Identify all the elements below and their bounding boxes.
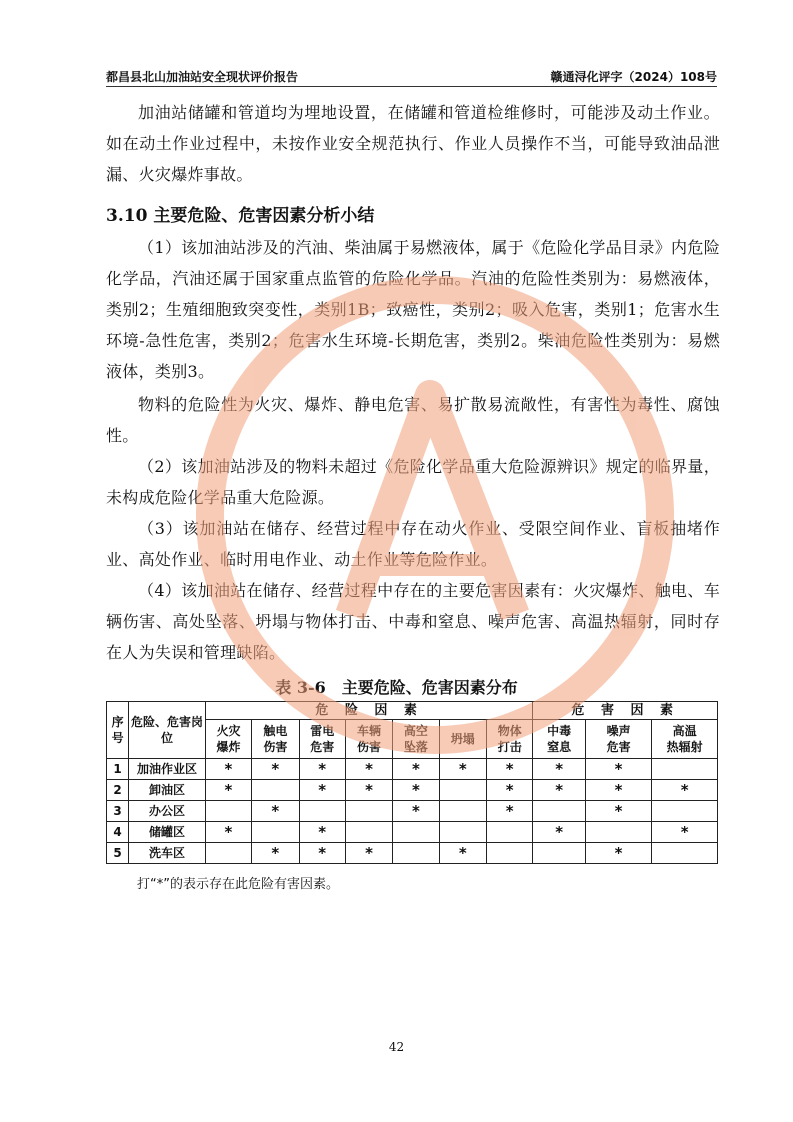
- header-factor: 坍塌: [439, 720, 486, 759]
- row-number: 5: [107, 843, 129, 864]
- hazard-mark: *: [345, 843, 392, 864]
- row-post: 加油作业区: [129, 759, 206, 780]
- hazard-mark: *: [533, 780, 585, 801]
- page-number: 42: [388, 1040, 405, 1054]
- hazard-mark: *: [299, 780, 345, 801]
- summary-item-2: （2）该加油站涉及的物料未超过《危险化学品重大危险源辨识》规定的临界量，未构成危险化学品重大危险源。: [106, 457, 720, 507]
- hazard-mark: [652, 759, 718, 780]
- hazard-mark: [439, 780, 486, 801]
- row-post: 卸油区: [129, 780, 206, 801]
- hazard-mark: [652, 843, 718, 864]
- table-row: [107, 780, 718, 801]
- hazard-mark: [486, 822, 532, 843]
- summary-item-4: （4）该加油站在储存、经营过程中存在的主要危害因素有：火灾爆炸、触电、车辆伤害、高处坠落、坍塌与物体打击、中毒和窒息、噪声危害、高温热辐射，同时存在人为失误和管理缺陷。: [106, 581, 720, 662]
- header-factor: 火灾 爆炸: [205, 720, 251, 759]
- hazard-mark: [345, 822, 392, 843]
- header-factor: 中毒 窒息: [533, 720, 585, 759]
- section-heading: 3.10 主要危险、危害因素分析小结: [106, 206, 375, 226]
- paragraph-excavation: 加油站储罐和管道均为埋地设置，在储罐和管道检维修时，可能涉及动土作业。如在动土作业过程中，未按作业安全规范执行、作业人员操作不当，可能导致油品泄漏、火灾爆炸事故。: [106, 103, 720, 184]
- hazard-mark: [299, 801, 345, 822]
- header-no: 序号: [107, 702, 129, 759]
- hazard-mark: *: [299, 843, 345, 864]
- report-title: 都昌县北山加油站安全现状评价报告: [106, 70, 299, 84]
- hazard-mark: *: [205, 780, 251, 801]
- header-danger-group: 危 险 因 素: [205, 702, 533, 720]
- hazard-mark: [393, 822, 439, 843]
- hazard-mark: *: [585, 843, 652, 864]
- header-factor: 高空 坠落: [393, 720, 439, 759]
- report-number: 赣通浔化评字（2024）108号: [550, 70, 717, 84]
- table-row: [107, 843, 718, 864]
- hazard-mark: *: [585, 801, 652, 822]
- hazard-mark: [252, 822, 299, 843]
- header-post: 危险、危害岗位: [129, 702, 206, 759]
- hazard-mark: [345, 801, 392, 822]
- hazard-mark: *: [533, 759, 585, 780]
- hazard-mark: [205, 843, 251, 864]
- hazard-mark: [393, 843, 439, 864]
- header-factor: 物体 打击: [486, 720, 532, 759]
- summary-materials: 物料的危险性为火灾、爆炸、静电危害、易扩散易流敞性，有害性为毒性、腐蚀性。: [106, 395, 720, 445]
- table-row: [107, 822, 718, 843]
- hazard-mark: [205, 801, 251, 822]
- hazard-mark: *: [486, 801, 532, 822]
- hazard-mark: *: [252, 843, 299, 864]
- header-factor: 雷电 危害: [299, 720, 345, 759]
- hazard-mark: [439, 822, 486, 843]
- header-factor: 车辆 伤害: [345, 720, 392, 759]
- summary-item-1: （1）该加油站涉及的汽油、柴油属于易燃液体，属于《危险化学品目录》内危险化学品，汽油还属于国家重点监管的危险化学品。汽油的危险性类别为：易燃液体，类别2；生殖细胞致突变性，类别1B；致癌性，类别2；吸入危害，类别1；危害水生环境-急性危害，类别2；危害水生环境-长期危害，类别2。柴油危险性类别为：易燃液体，类别3。: [106, 238, 720, 381]
- hazard-mark: *: [486, 780, 532, 801]
- hazard-mark: *: [533, 822, 585, 843]
- hazard-mark: [439, 801, 486, 822]
- row-number: 1: [107, 759, 129, 780]
- summary-item-3: （3）该加油站在储存、经营过程中存在动火作业、受限空间作业、盲板抽堵作业、高处作业、临时用电作业、动土作业等危险作业。: [106, 519, 720, 569]
- hazard-mark: *: [585, 780, 652, 801]
- header-factor: 噪声 危害: [585, 720, 652, 759]
- hazard-mark: *: [439, 843, 486, 864]
- page-header: [106, 64, 717, 87]
- hazard-mark: [652, 801, 718, 822]
- hazard-mark: *: [393, 801, 439, 822]
- hazard-mark: [486, 843, 532, 864]
- hazard-mark: *: [652, 822, 718, 843]
- header-factor: 触电 伤害: [252, 720, 299, 759]
- hazard-mark: *: [252, 759, 299, 780]
- hazard-mark: *: [439, 759, 486, 780]
- hazard-mark: [533, 801, 585, 822]
- hazard-mark: *: [345, 780, 392, 801]
- hazard-table: [106, 701, 718, 864]
- row-number: 4: [107, 822, 129, 843]
- hazard-mark: *: [205, 822, 251, 843]
- table-row: [107, 759, 718, 780]
- hazard-mark: *: [652, 780, 718, 801]
- row-post: 办公区: [129, 801, 206, 822]
- row-post: 洗车区: [129, 843, 206, 864]
- hazard-mark: [252, 780, 299, 801]
- hazard-mark: *: [299, 759, 345, 780]
- hazard-mark: *: [345, 759, 392, 780]
- table-caption: 表 3-6 主要危险、危害因素分布: [275, 678, 518, 697]
- header-factor: 高温 热辐射: [652, 720, 718, 759]
- hazard-mark: *: [585, 759, 652, 780]
- hazard-mark: *: [393, 759, 439, 780]
- table-row: [107, 801, 718, 822]
- hazard-mark: *: [252, 801, 299, 822]
- hazard-mark: *: [205, 759, 251, 780]
- hazard-mark: *: [486, 759, 532, 780]
- row-number: 2: [107, 780, 129, 801]
- row-post: 储罐区: [129, 822, 206, 843]
- hazard-mark: *: [393, 780, 439, 801]
- header-harm-group: 危 害 因 素: [533, 702, 718, 720]
- table-note: 打“*”的表示存在此危险有害因素。: [137, 877, 339, 892]
- row-number: 3: [107, 801, 129, 822]
- hazard-mark: *: [299, 822, 345, 843]
- hazard-mark: [533, 843, 585, 864]
- hazard-mark: [585, 822, 652, 843]
